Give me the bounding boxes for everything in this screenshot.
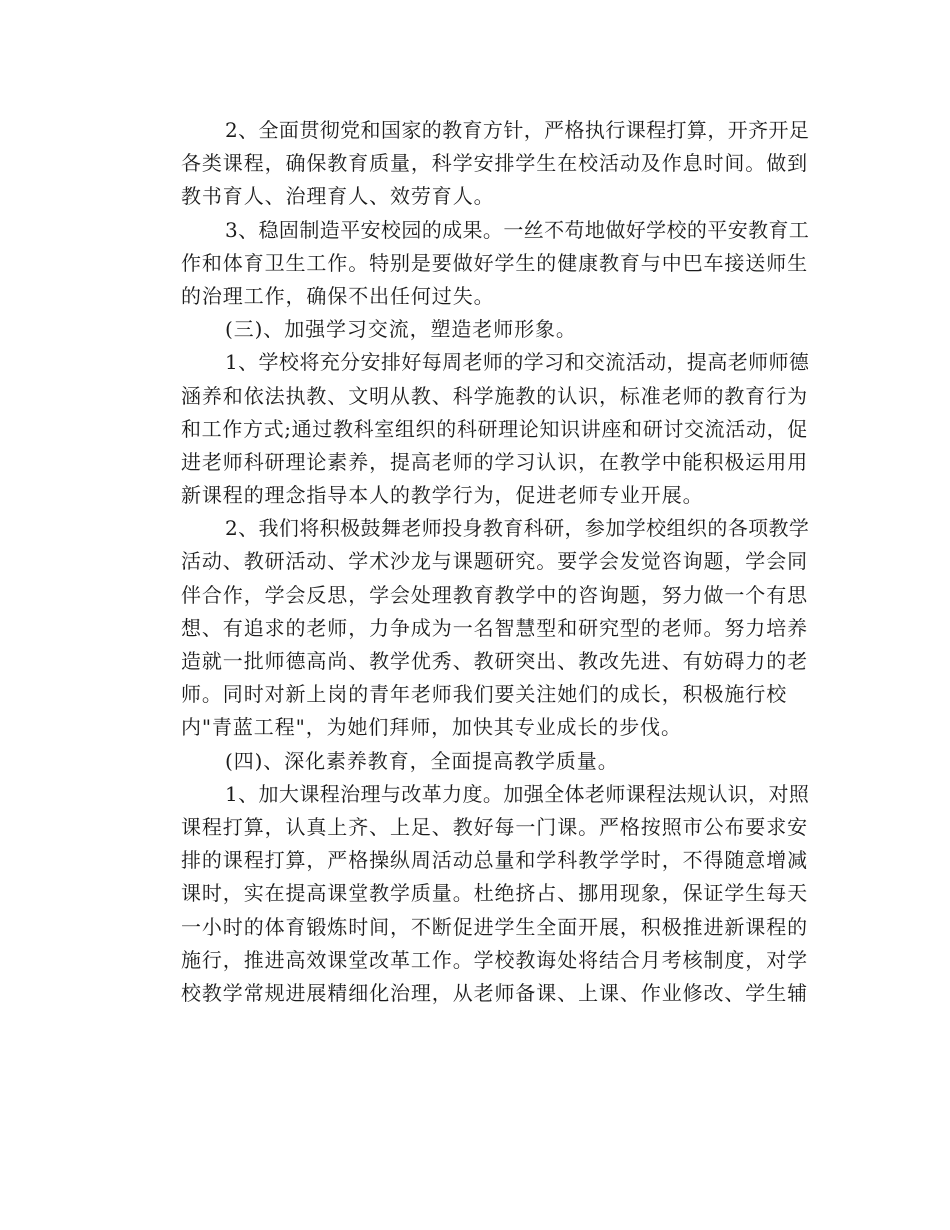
text-line: 涵养和依法执教、文明从教、科学施教的认识，标准老师的教育行为: [181, 383, 808, 408]
text-line: 作和体育卫生工作。特别是要做好学生的健康教育与中巴车接送师生: [181, 250, 808, 275]
text-line: 想、有追求的老师，力争成为一名智慧型和研究型的老师。努力培养: [181, 615, 808, 640]
text-line: 2、我们将积极鼓舞老师投身教育科研，参加学校组织的各项教学: [225, 516, 810, 541]
text-line: 排的课程打算，严格操纵周活动总量和学科教学学时，不得随意增减: [181, 848, 808, 873]
text-line: 3、稳固制造平安校园的成果。一丝不苟地做好学校的平安教育工: [225, 217, 810, 242]
text-line: (四)、深化素养教育，全面提高教学质量。: [225, 748, 619, 773]
paragraph: [141, 778, 811, 1010]
text-line: 施行，推进高效课堂改革工作。学校教诲处将结合月考核制度，对学: [181, 947, 808, 972]
text-line: 的治理工作，确保不出任何过失。: [181, 283, 495, 308]
text-line: 一小时的体育锻炼时间，不断促进学生全面开展，积极推进新课程的: [181, 914, 808, 939]
text-line: 和工作方式;通过教科室组织的科研理论知识讲座和研讨交流活动，促: [181, 416, 808, 441]
text-line: 新课程的理念指导本人的教学行为，促进老师专业开展。: [181, 483, 704, 508]
text-line: (三)、加强学习交流，塑造老师形象。: [225, 317, 577, 342]
paragraph: [141, 114, 811, 214]
text-line: 校教学常规进展精细化治理，从老师备课、上课、作业修改、学生辅: [181, 980, 808, 1005]
text-line: 教书育人、治理育人、效劳育人。: [181, 184, 495, 209]
document-body: [141, 114, 811, 1010]
text-line: 各类课程，确保教育质量，科学安排学生在校活动及作息时间。做到: [181, 151, 808, 176]
section-heading: [141, 313, 811, 346]
paragraph: [141, 346, 811, 512]
section-heading: [141, 745, 811, 778]
paragraph: [141, 512, 811, 744]
text-line: 内"青蓝工程"，为她们拜师，加快其专业成长的步伐。: [181, 715, 682, 740]
text-line: 课程打算，认真上齐、上足、教好每一门课。严格按照市公布要求安: [181, 814, 808, 839]
text-line: 活动、教研活动、学术沙龙与课题研究。要学会发觉咨询题，学会同: [181, 549, 808, 574]
text-line: 伴合作，学会反思，学会处理教育教学中的咨询题，努力做一个有思: [181, 582, 808, 607]
text-line: 师。同时对新上岗的青年老师我们要关注她们的成长，积极施行校: [181, 682, 788, 707]
text-line: 进老师科研理论素养，提高老师的学习认识，在教学中能积极运用用: [181, 449, 808, 474]
text-line: 1、学校将充分安排好每周老师的学习和交流活动，提高老师师德: [225, 350, 810, 375]
text-line: 课时，实在提高课堂教学质量。杜绝挤占、挪用现象，保证学生每天: [181, 881, 808, 906]
text-line: 造就一批师德高尚、教学优秀、教研突出、教改先进、有妨碍力的老: [181, 649, 808, 673]
text-line: 1、加大课程治理与改革力度。加强全体老师课程法规认识，对照: [225, 781, 810, 806]
paragraph: [141, 214, 811, 314]
text-line: 2、全面贯彻党和国家的教育方针，严格执行课程打算，开齐开足: [225, 118, 810, 142]
